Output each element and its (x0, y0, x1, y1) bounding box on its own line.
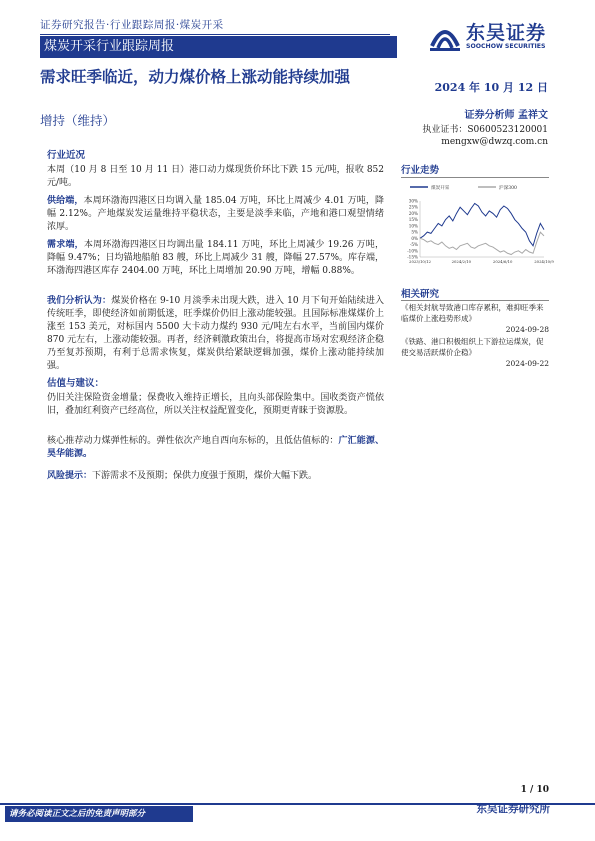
industry-trend-chart (400, 181, 554, 266)
y-tick-label: 5% (411, 229, 418, 235)
series-line (420, 203, 544, 245)
industry-trend-head: 行业走势 (401, 165, 440, 176)
legend-label: 沪深300 (499, 186, 517, 191)
supply-label: 供给端， (47, 196, 84, 206)
section-recent-head: 行业近况 (47, 150, 86, 161)
y-tick-label: 10% (408, 223, 418, 229)
supply-text: 本周环渤海四港区日均调入量 185.04 万吨，环比上周减少 4.01 万吨，降幅 2.12%。产地煤炭发运量维持平稳状态，主要是淡季来临，产地和港口观望情绪浓厚。 (47, 196, 384, 232)
advice-stocks: 广汇能源、昊华能源。 (47, 436, 384, 459)
demand-paragraph (47, 239, 384, 278)
advice-text: 核心推荐动力煤弹性标的。弹性依次产地自西向东标的，且低估值标的： (47, 436, 339, 446)
analyst-name: 证券分析师 孟祥文 (464, 110, 548, 121)
x-tick-label: 2024/6/10 (492, 259, 513, 264)
related-research-head: 相关研究 (401, 289, 440, 300)
company-logo (428, 18, 558, 54)
report-date: 2024 年 10 月 12 日 (434, 81, 548, 94)
divider (401, 177, 549, 178)
related-item[interactable] (401, 336, 549, 369)
y-tick-label: 25% (408, 204, 418, 210)
demand-text: 本周环渤海四港区日均调出量 184.11 万吨，环比上周减少 19.26 万吨，降幅 9.47%；日均锚地船舶 83 艘，环比上周减少 31 艘，降幅 27.57%。库存端，环渤海四港区库存 2404.00 万吨，环比上周增加 20.90 万吨，增幅 0.88%。 (47, 240, 384, 276)
y-tick-label: 30% (408, 198, 418, 204)
series-line (420, 232, 544, 254)
logo-name-en: SOOCHOW SECURITIES (466, 43, 546, 50)
related-date: 2024-09-28 (505, 325, 549, 334)
page-number: 1 / 10 (520, 785, 549, 795)
supply-paragraph (47, 195, 384, 234)
advice-paragraph-1: 仍旧关注保险资金增量；保费收入维持正增长，且向头部保险集中。国收类资产慌依旧，叠加红利资产已经高位，所以关注权益配置变化，预期更青睐于资源股。 (47, 393, 384, 416)
x-tick-label: 2024/2/10 (451, 259, 472, 264)
related-date: 2024-09-22 (505, 359, 549, 368)
recent-paragraph: 本周（10 月 8 日至 10 月 11 日）港口动力煤现货价环比下跌 15 元/吨，报收 852 元/吨。 (47, 165, 384, 188)
risk-paragraph (47, 470, 384, 483)
report-type-banner: 煤炭开采行业跟踪周报 (40, 36, 397, 58)
view-label: 我们分析认为： (47, 296, 112, 306)
logo-mark-icon (428, 20, 462, 52)
analyst-email[interactable]: mengxw@dwzq.com.cn (441, 137, 548, 147)
analyst-license: 执业证书：S0600523120001 (422, 125, 548, 135)
report-title: 需求旺季临近，动力煤价格上涨动能持续加强 (40, 67, 351, 86)
risk-text: 下游需求不及预期；保供力度强于预期，煤价大幅下跌。 (92, 471, 318, 481)
y-tick-label: 0% (411, 235, 418, 241)
related-title[interactable]: 《铁路、港口积极组织上下游拉运煤炭，促使交易活跃煤价企稳》 (401, 337, 544, 357)
breadcrumb: 证券研究报告·行业跟踪周报·煤炭开采 (40, 16, 390, 35)
demand-label: 需求端， (47, 240, 84, 250)
y-tick-label: -15% (407, 254, 418, 260)
institute-name: 东吴证券研究所 (476, 803, 550, 815)
legend-label: 煤炭开采 (431, 186, 450, 191)
related-title[interactable]: 《相关封航导致港口库存累积，难抑旺季来临煤价上涨趋势形成》 (401, 303, 544, 323)
y-tick-label: 15% (408, 217, 418, 223)
y-tick-label: 20% (408, 210, 418, 216)
y-tick-label: -5% (409, 242, 418, 248)
view-text: 煤炭价格在 9-10 月淡季未出现大跌，进入 10 月下旬开始陆续进入传统旺季，即使经济如前期低迷，旺季煤价仍旧上涨动能较强。且国际标准煤煤价上涨至 153 美元，对标国内 5500 大卡动力煤约 930 元/吨左右水平，当前国内煤价 870 元左右，上涨动能较强。再者，经济刺激政策出台，将提高市场对宏观经济企稳乃至复苏预期，有利于总需求恢复，煤炭供给紧缺逻辑加强，煤价上涨动能持续加强。 (47, 296, 384, 371)
y-tick-label: -10% (407, 248, 418, 254)
logo-name-cn: 东吴证券 (466, 22, 547, 44)
advice-paragraph-2 (47, 435, 384, 461)
rating: 增持（维持） (40, 113, 116, 128)
section-advice-head: 估值与建议： (47, 378, 105, 389)
x-tick-label: 2024/10/9 (534, 259, 554, 264)
disclaimer: 请务必阅读正文之后的免责声明部分 (5, 806, 193, 822)
x-tick-label: 2023/10/12 (409, 259, 431, 264)
view-paragraph (47, 295, 384, 373)
related-item[interactable] (401, 302, 549, 335)
divider (401, 300, 549, 301)
risk-label: 风险提示： (47, 471, 93, 481)
